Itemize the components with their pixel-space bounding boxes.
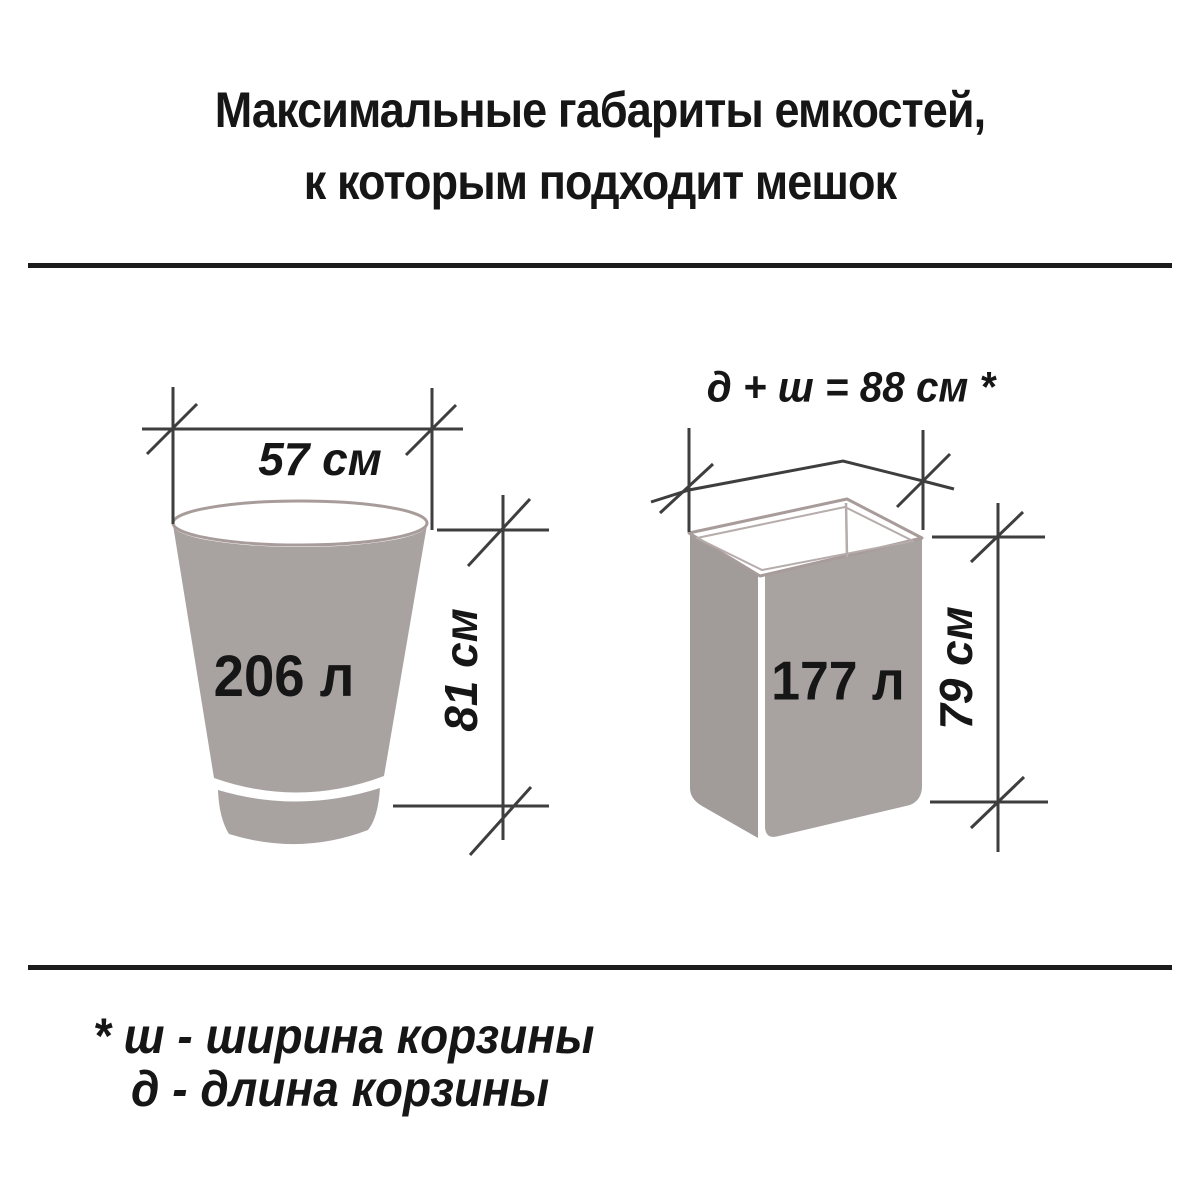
tick-mark bbox=[468, 499, 530, 566]
box-inner-corner-edge bbox=[846, 503, 847, 557]
footnote-width-definition: * ш - ширина корзины bbox=[93, 1008, 595, 1064]
box-left-panel bbox=[690, 533, 758, 838]
bucket-height-label: 81 см bbox=[435, 608, 487, 732]
box-height-label: 79 см bbox=[930, 606, 982, 730]
footnote-length-definition: д - длина корзины bbox=[131, 1061, 550, 1117]
bucket-width-label: 57 см bbox=[258, 433, 382, 485]
bucket-rim bbox=[173, 501, 427, 545]
box-volume-label: 177 л bbox=[771, 649, 905, 712]
bottom-divider bbox=[28, 965, 1172, 970]
page-title-line-2: к которым подходит мешок bbox=[303, 154, 897, 210]
tick-mark bbox=[470, 787, 531, 855]
bucket-base bbox=[218, 788, 380, 844]
bucket-volume-label: 206 л bbox=[213, 644, 355, 709]
page-title-line-1: Максимальные габариты емкостей, bbox=[214, 82, 986, 138]
box-top-dimension-label: д + ш = 88 см * bbox=[706, 363, 996, 412]
